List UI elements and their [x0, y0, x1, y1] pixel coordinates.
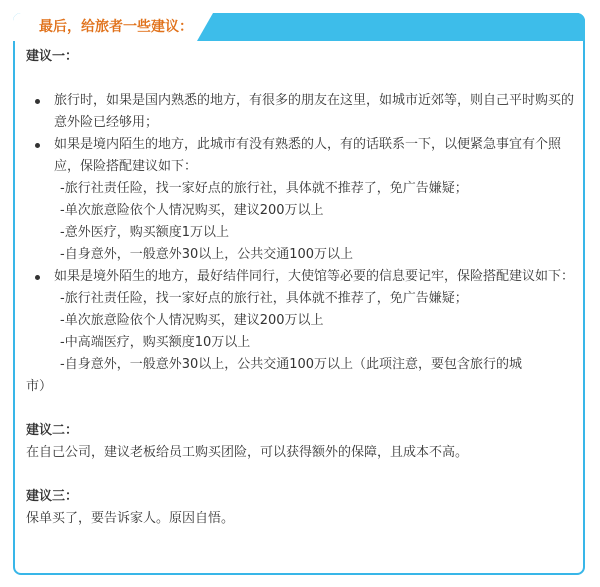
bullet-dot-icon — [35, 275, 40, 280]
sub-item: -单次旅意险依个人情况购买，建议200万以上 — [60, 313, 324, 328]
suggestion-1-heading: 建议一： — [26, 49, 79, 64]
list-item — [26, 90, 578, 134]
sub-item: -中高端医疗，购买额度10万以上 — [60, 335, 251, 350]
sub-item: -旅行社责任险，找一家好点的旅行社，具体就不推荐了，免广告嫌疑； — [60, 291, 468, 306]
list-item — [26, 266, 578, 398]
suggestion-3-text: 保单买了，要告诉家人。原因自悟。 — [26, 511, 235, 526]
sub-item: -单次旅意险依个人情况购买，建议200万以上 — [60, 203, 324, 218]
list-item — [26, 134, 578, 266]
bullet-dot-icon — [35, 143, 40, 148]
sub-item: -自身意外，一般意外30以上，公共交通100万以上 — [60, 247, 354, 262]
suggestion-3-heading: 建议三： — [26, 489, 79, 504]
suggestion-2-heading: 建议二： — [26, 423, 79, 438]
bullet-dot-icon — [35, 99, 40, 104]
card-content — [26, 46, 578, 530]
suggestion-2-text: 在自己公司，建议老板给员工购买团险，可以获得额外的保障，且成本不高。 — [26, 445, 469, 460]
bullet-text: 旅行时，如果是国内熟悉的地方，有很多的朋友在这里，如城市近郊等，则自己平时购买的意外险已经够用； — [54, 93, 575, 130]
sub-item: -意外医疗，购买额度1万以上 — [60, 225, 229, 240]
bullet-text: 如果是境内陌生的地方，此城市有没有熟悉的人，有的话联系一下，以便紧急事宜有个照应，保险搭配建议如下： — [54, 137, 562, 174]
sub-item-tail: 市） — [26, 379, 53, 394]
sub-item: -自身意外，一般意外30以上，公共交通100万以上（此项注意，要包含旅行的城 — [60, 357, 523, 372]
suggestion-1-list — [26, 90, 578, 398]
sub-item: -旅行社责任险，找一家好点的旅行社，具体就不推荐了，免广告嫌疑； — [60, 181, 468, 196]
card-title: 最后，给旅者一些建议： — [39, 19, 193, 35]
bullet-text: 如果是境外陌生的地方，最好结伴同行，大使馆等必要的信息要记牢，保险搭配建议如下： — [54, 269, 575, 284]
